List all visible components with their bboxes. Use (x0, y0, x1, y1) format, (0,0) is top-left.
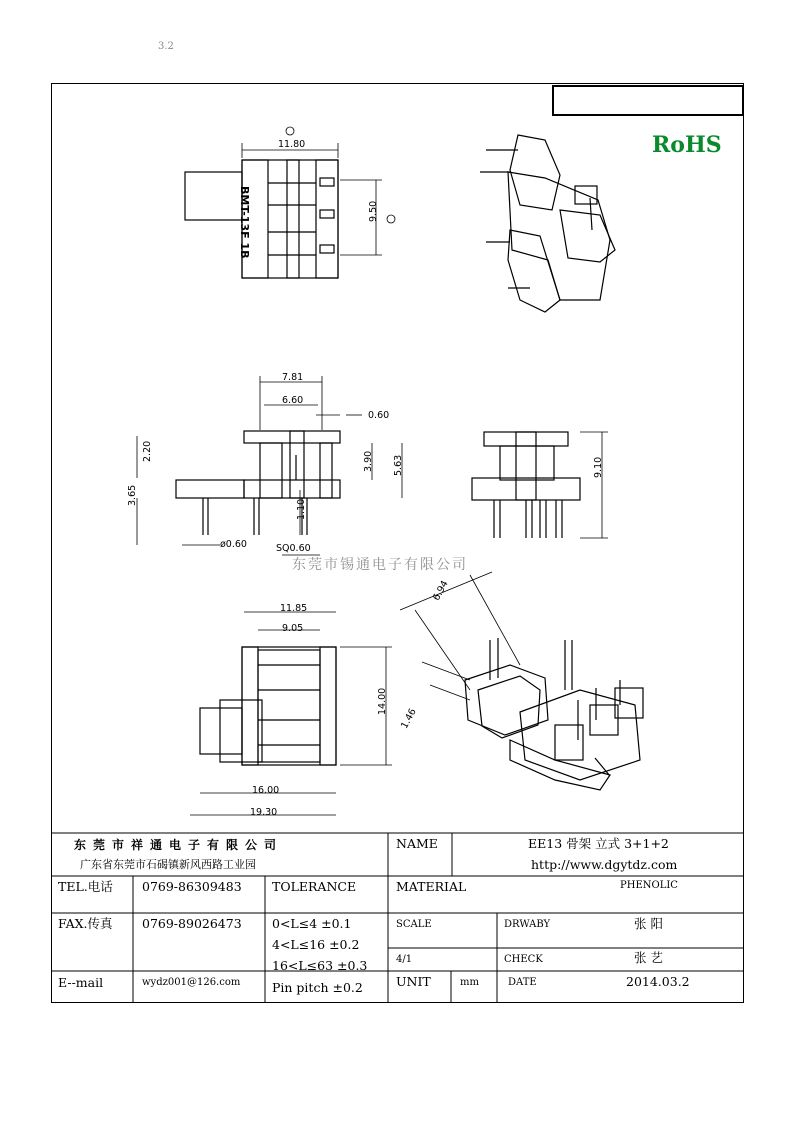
dim-bottom-outer: 11.85 (280, 603, 308, 614)
unit-label: UNIT (396, 974, 431, 989)
tel-value: 0769-86309483 (142, 879, 242, 894)
dim-iso-a: 6.94 (431, 578, 451, 603)
dim-overall-width: 19.30 (250, 807, 278, 818)
dim-bottom-inner: 9.05 (282, 623, 304, 634)
dim-iso-b: 1.46 (399, 706, 419, 731)
unit-value: mm (460, 977, 479, 988)
tolerance-row-3: 16<L≤63 ±0.3 (272, 958, 368, 973)
drawn-value: 张 阳 (634, 916, 663, 931)
company-address: 广东省东莞市石碣镇新风西路工业园 (80, 858, 256, 871)
dim-base-width: 16.00 (252, 785, 280, 796)
fax-value: 0769-89026473 (142, 916, 242, 931)
dim-front-inner: 6.60 (282, 395, 304, 406)
rohs-mark: RoHS (652, 132, 722, 158)
scale-label: SCALE (396, 919, 432, 930)
bottom-view (190, 612, 392, 815)
dim-top-width: 11.80 (278, 139, 306, 150)
part-marking: BMT-13F 1B (238, 186, 251, 259)
email-value: wydz001@126.com (142, 977, 241, 988)
watermark: 东莞市锡通电子有限公司 (292, 557, 468, 573)
isometric-view-top (480, 135, 615, 312)
material-label: MATERIAL (396, 879, 467, 894)
dim-flange-top: 2.20 (142, 440, 153, 462)
date-value: 2014.03.2 (626, 974, 690, 989)
page-mark: 3.2 (158, 41, 174, 52)
tolerance-label: TOLERANCE (272, 879, 357, 894)
name-label: NAME (396, 836, 438, 851)
dim-pin-dia: ø0.60 (220, 539, 247, 550)
dim-pin-length: 3.65 (127, 484, 138, 506)
tolerance-row-1: 0<L≤4 ±0.1 (272, 916, 352, 931)
scale-value: 4/1 (396, 954, 413, 965)
tolerance-row-2: 4<L≤16 ±0.2 (272, 937, 360, 952)
dim-mid-height: 3.90 (363, 450, 374, 472)
isometric-view-bottom (400, 572, 643, 790)
tolerance-row-4: Pin pitch ±0.2 (272, 980, 363, 995)
dim-total-height-right: 5.63 (393, 454, 404, 476)
dim-pin-inner: 1.10 (296, 498, 307, 520)
dim-pin-square: SQ0.60 (276, 543, 311, 554)
tel-label: TEL.电话 (58, 879, 113, 894)
side-view (472, 432, 608, 538)
material-value: PHENOLIC (620, 880, 678, 891)
date-label: DATE (508, 977, 537, 988)
check-label: CHECK (504, 954, 543, 965)
dim-bottom-height: 14.00 (377, 687, 388, 715)
fax-label: FAX.传真 (58, 916, 113, 931)
email-label: E--mail (58, 975, 104, 990)
check-value: 张 艺 (634, 950, 663, 965)
dim-gap: 0.60 (368, 410, 390, 421)
website: http://www.dgytdz.com (531, 857, 678, 872)
name-value: EE13 骨架 立式 3+1+2 (528, 836, 669, 851)
drawn-label: DRWABY (504, 919, 551, 930)
dim-front-outer: 7.81 (282, 372, 304, 383)
dim-top-height: 9.50 (368, 200, 379, 222)
company-name: 东莞市祥通电子有限公司 (74, 838, 284, 852)
dim-side-height: 9.10 (593, 456, 604, 478)
